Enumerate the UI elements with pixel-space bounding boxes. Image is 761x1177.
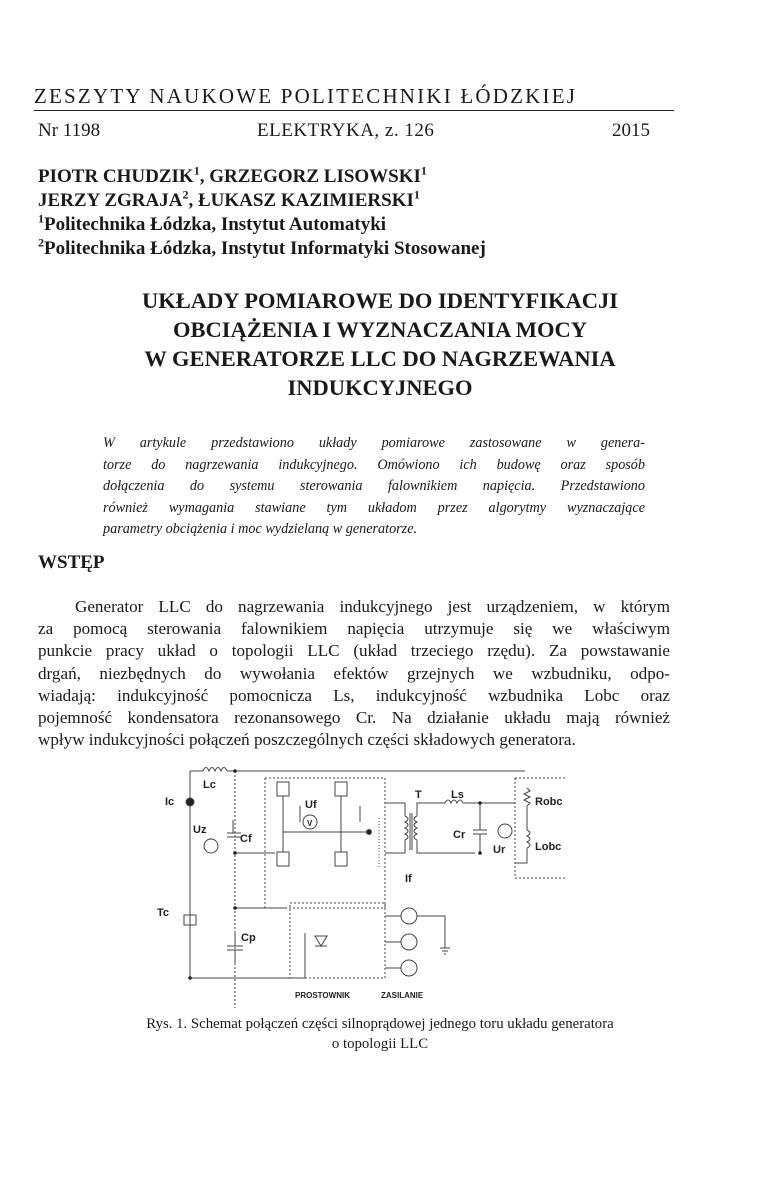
- label-ur: Ur: [493, 844, 506, 856]
- intro-paragraph: [38, 596, 670, 751]
- label-uz: Uz: [193, 824, 207, 836]
- author-affiliation-mark: 2: [182, 187, 189, 202]
- label-zasilanie: ZASILANIE: [381, 991, 424, 1000]
- affiliation-text: Politechnika Łódzka, Instytut Automatyki: [44, 214, 387, 235]
- paragraph-line: drgań, niezbędnych do wywołania efektów grzejnych we wzbudniku, odpo-: [38, 663, 670, 683]
- author-name: JERZY ZGRAJA: [38, 190, 183, 211]
- paragraph-line: za pomocą sterowania falownikiem napięcia utrzymuje się we właściwym: [38, 619, 670, 639]
- authors-line-1: [38, 163, 427, 188]
- label-v: V: [307, 819, 313, 828]
- abstract-line: również wymagania stawiane tym układom przez algorytmy wyznaczające: [103, 499, 645, 516]
- label-tc: Tc: [157, 907, 170, 919]
- issue-year: 2015: [612, 120, 650, 141]
- title-line: UKŁADY POMIAROWE DO IDENTYFIKACJI: [141, 288, 619, 313]
- header-rule: [34, 110, 674, 111]
- author-affiliation-mark: 1: [413, 187, 420, 202]
- abstract-line: W artykule przedstawiono układy pomiarowe zastosowane w genera-: [103, 435, 645, 451]
- label-cf: Cf: [240, 833, 252, 845]
- label-uf: Uf: [305, 799, 317, 811]
- title-line: W GENERATORZE LLC DO NAGRZEWANIA: [144, 346, 616, 371]
- issue-number: Nr 1198: [38, 120, 101, 141]
- label-robc: Robc: [535, 796, 563, 808]
- authors-line-2: [38, 187, 420, 212]
- caption-line: Rys. 1. Schemat połączeń części silnoprądowej jednego toru układu generatora: [146, 1016, 614, 1032]
- author-name: PIOTR CHUDZIK: [38, 166, 194, 187]
- label-ic: Ic: [165, 796, 175, 808]
- author-separator: ,: [188, 190, 198, 211]
- affiliation-mark: 2: [38, 235, 44, 250]
- affiliation-1: [38, 211, 387, 236]
- journal-name: ZESZYTY NAUKOWE POLITECHNIKI ŁÓDZKIEJ: [34, 84, 578, 108]
- figure-caption: [60, 1014, 700, 1054]
- abstract: [103, 433, 645, 541]
- author-name: GRZEGORZ LISOWSKI: [209, 166, 421, 187]
- section-heading: WSTĘP: [38, 552, 105, 573]
- issue-series: ELEKTRYKA, z. 126: [257, 120, 435, 141]
- label-t: T: [415, 789, 422, 801]
- author-separator: ,: [199, 166, 210, 187]
- circuit-schematic: [155, 758, 580, 1008]
- paper-title: [60, 286, 700, 402]
- label-lc: Lc: [203, 779, 216, 791]
- label-cp: Cp: [241, 932, 256, 944]
- paragraph-line: punkcie pracy układ o topologii LLC (układ trzeciego rzędu). Za powstawanie: [38, 641, 670, 661]
- author-name: ŁUKASZ KAZIMIERSKI: [197, 190, 414, 211]
- title-line: INDUKCYJNEGO: [287, 375, 473, 400]
- caption-line: o topologii LLC: [331, 1036, 429, 1052]
- author-affiliation-mark: 1: [193, 163, 200, 178]
- affiliation-2: [38, 235, 486, 260]
- affiliation-mark: 1: [38, 211, 44, 226]
- paragraph-line: pojemność kondensatora rezonansowego Cr. Na działanie układu mają również: [38, 708, 670, 728]
- label-cr: Cr: [453, 829, 466, 841]
- title-line: OBCIĄŻENIA I WYZNACZANIA MOCY: [172, 317, 588, 342]
- abstract-line: dołączenia do systemu sterowania falownikiem napięcia. Przedstawiono: [103, 478, 645, 494]
- author-affiliation-mark: 1: [420, 163, 427, 178]
- abstract-line: parametry obciążenia i moc wydzielaną w generatorze.: [103, 521, 418, 537]
- abstract-line: torze do nagrzewania indukcyjnego. Omówiono ich budowę oraz sposób: [103, 456, 645, 473]
- paragraph-line: wiadają: indukcyjność pomocnicza Ls, indukcyjność wzbudnika Lobc oraz: [38, 685, 670, 705]
- label-ls: Ls: [451, 789, 464, 801]
- paragraph-line: Generator LLC do nagrzewania indukcyjnego jest urządzeniem, w którym: [75, 597, 670, 616]
- affiliation-text: Politechnika Łódzka, Instytut Informatyki Stosowanej: [44, 238, 486, 259]
- paragraph-line: wpływ indukcyjności połączeń poszczególnych części składowych generatora.: [38, 730, 576, 750]
- label-if: If: [405, 873, 412, 885]
- label-lobc: Lobc: [535, 841, 562, 853]
- label-prostownik: PROSTOWNIK: [295, 991, 350, 1000]
